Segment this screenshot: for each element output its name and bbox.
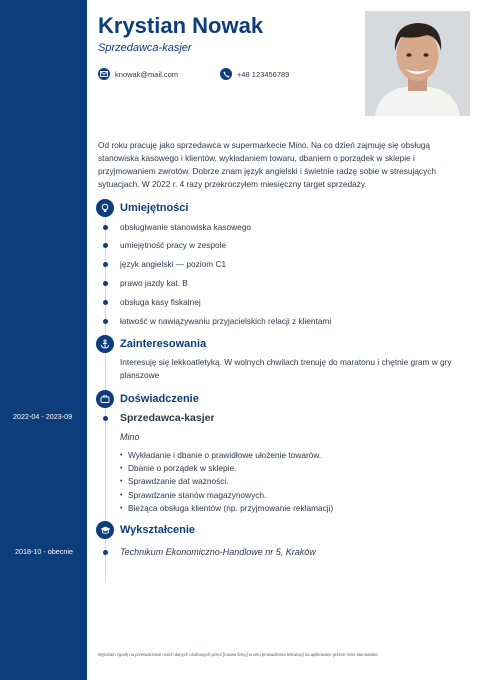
education-heading: Wykształcenie xyxy=(120,524,196,536)
candidate-name: Krystian Nowak xyxy=(98,13,264,38)
profile-photo xyxy=(365,11,470,116)
skill-bullet xyxy=(103,319,108,324)
skill-item: obsługa kasy fiskalnej xyxy=(120,297,201,307)
phone-icon xyxy=(220,68,232,80)
duty-item: • Dbanie o porządek w sklepie. xyxy=(120,462,333,475)
skill-bullet xyxy=(103,281,108,286)
duty-item: • Sprawdzanie dat ważności. xyxy=(120,475,333,488)
skills-heading: Umiejętności xyxy=(120,202,189,214)
skill-bullet xyxy=(103,243,108,248)
duty-item: • Wykładanie i dbanie o prawidłowe ułożenie towarów. xyxy=(120,449,333,462)
education-bullet xyxy=(103,550,108,555)
skill-item: umiejętność pracy w zespole xyxy=(120,240,227,250)
experience-heading: Doświadczenie xyxy=(120,393,199,405)
phone-text: +48 123456789 xyxy=(237,69,290,79)
skill-bullet xyxy=(103,262,108,267)
experience-bullet xyxy=(103,416,108,421)
interests-text: Interesuję się lekkoatletyką. W wolnych chwilach trenuję do maratonu i chętnie gram w gry planszowe xyxy=(120,357,452,380)
email-text: knowak@mail.com xyxy=(115,69,179,79)
company-name: Mino xyxy=(120,432,140,442)
skill-item: łatwość w nawiązywaniu przyjacielskich relacji z klientami xyxy=(120,316,332,326)
skill-bullet xyxy=(103,300,108,305)
briefcase-icon xyxy=(96,390,114,408)
candidate-role: Sprzedawca-kasjer xyxy=(98,42,192,54)
envelope-icon xyxy=(98,68,110,80)
sidebar xyxy=(0,0,87,680)
contact-phone[interactable] xyxy=(220,68,289,80)
school-name: Technikum Ekonomiczno-Handlowe nr 5, Kraków xyxy=(120,547,316,557)
profile-summary: Od roku pracuję jako sprzedawca w supermarkecie Mino. Na co dzień zajmuję się obsługą stanowiska kasowego i klientów, wykładaniem towaru, dbaniem o porządek w sklepie i przyjmowaniem zwrotów. Dobrze znam język angielski i świetnie radzę sobie w stresujących sytuacjach. W 2022 r. 4 razy przekroczyłem miesięczny target sprzedaży. xyxy=(98,140,436,189)
gdpr-consent: Wyrażam zgodę na przetwarzanie moich danych osobowych przez [nazwa firmy] w celu prowadzenia rekrutacji na aplikowane przeze mnie stanowisko. xyxy=(98,652,379,657)
resume-main xyxy=(87,0,481,680)
interests-heading: Zainteresowania xyxy=(120,338,207,350)
anchor-icon xyxy=(96,335,114,353)
skill-item: obsługiwanie stanowiska kasowego xyxy=(120,222,251,232)
contact-email[interactable] xyxy=(98,68,178,80)
skill-item: język angielski — poziom C1 xyxy=(120,259,227,269)
duty-item: • Sprawdzanie stanów magazynowych. xyxy=(120,489,333,502)
skill-item: prawo jazdy kat. B xyxy=(120,278,188,288)
education-dates: 2018-10 - obecnie xyxy=(15,547,73,556)
experience-dates: 2022-04 - 2023-09 xyxy=(13,412,73,421)
job-title: Sprzedawca-kasjer xyxy=(120,412,215,424)
graduation-cap-icon xyxy=(96,521,114,539)
duty-item: • Bieżąca obsługa klientów (np. przyjmowanie reklamacji) xyxy=(120,502,333,515)
skill-bullet xyxy=(103,225,108,230)
duties-list xyxy=(120,449,333,515)
lightbulb-icon xyxy=(96,199,114,217)
